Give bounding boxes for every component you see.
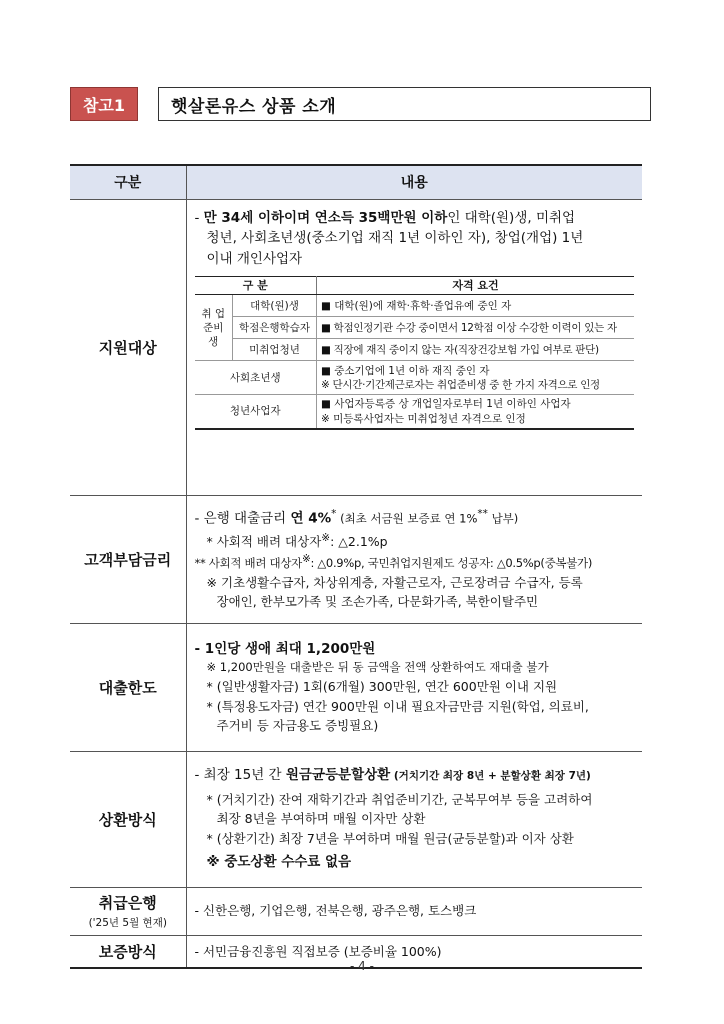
row-support-target xyxy=(70,199,642,495)
eligibility-head-requirement: 자격 요건 xyxy=(317,277,635,295)
eligibility-row xyxy=(195,395,635,429)
repay-line1: - 최장 15년 간 원금균등분할상환 (거치기간 최장 8년 + 분할상환 최장 7년) xyxy=(194,767,591,784)
limit-line2: ※ 1,200만원을 대출받은 뒤 동 금액을 전액 상환하여도 재대출 불가 xyxy=(206,660,549,675)
banks-content: - 신한은행, 기업은행, 전북은행, 광주은행, 토스뱅크 xyxy=(186,887,642,935)
limit-line5: 주거비 등 자금용도 증빙필요) xyxy=(216,718,379,734)
repayment-content xyxy=(186,751,642,887)
eligibility-row xyxy=(195,361,635,395)
eligibility-row xyxy=(195,317,635,339)
table-header-row xyxy=(70,165,642,199)
support-intro-line3: 이내 개인사업자 xyxy=(206,251,303,268)
support-intro-line1: - 만 34세 이하이며 연소득 35백만원 이하인 대학(원)생, 미취업 xyxy=(194,209,576,226)
rate-line1: - 은행 대출금리 연 4%* (최초 서금원 보증료 연 1%** 납부) xyxy=(194,508,519,527)
limit-line3: * (일반생활자금) 1회(6개월) 300만원, 연간 600만원 이내 지원 xyxy=(206,679,558,695)
repay-line5: ※ 중도상환 수수료 없음 xyxy=(206,854,352,871)
loan-limit-label: 대출한도 xyxy=(70,623,186,751)
guarantee-label: 보증방식 xyxy=(70,935,186,968)
row-loan-limit xyxy=(70,623,642,751)
eligibility-requirement-newcomer: ■ 중소기업에 1년 이하 재직 중인 자 ※ 단시간·기간제근로자는 취업준비생 중 한 가지 자격으로 인정 xyxy=(317,361,635,395)
reference-badge: 참고1 xyxy=(70,87,138,121)
eligibility-label-newcomer: 사회초년생 xyxy=(195,361,317,395)
rate-line4: ※ 기초생활수급자, 차상위계층, 자활근로자, 근로장려금 수급자, 등록 xyxy=(206,574,583,590)
guarantee-content: - 서민금융진흥원 직접보증 (보증비율 100%) xyxy=(186,935,642,968)
support-intro-line2: 청년, 사회초년생(중소기업 재직 1년 이하인 자), 창업(개업) 1년 xyxy=(206,230,584,247)
repay-line3: 최장 8년을 부여하며 매월 이자만 상환 xyxy=(216,811,426,827)
eligibility-label-business: 청년사업자 xyxy=(195,395,317,429)
eligibility-requirement-business: ■ 사업자등록증 상 개업일자로부터 1년 이하인 사업자 ※ 미등록사업자는 미취업청년 자격으로 인정 xyxy=(317,395,635,429)
loan-limit-content xyxy=(186,623,642,751)
eligibility-label: 미취업청년 xyxy=(233,339,317,361)
eligibility-requirement: ■ 직장에 재직 중이지 않는 자(직장건강보험 가입 여부로 판단) xyxy=(317,339,635,361)
support-target-content xyxy=(186,199,642,495)
eligibility-head-category: 구 분 xyxy=(195,277,317,295)
banks-sublabel: ('25년 5월 현재) xyxy=(88,917,167,929)
eligibility-row xyxy=(195,339,635,361)
eligibility-requirement: ■ 학점인정기관 수강 중이면서 12학점 이상 수강한 이력이 있는 자 xyxy=(317,317,635,339)
header-content: 내용 xyxy=(186,165,642,199)
repay-line4: * (상환기간) 최장 7년을 부여하며 매월 원금(균등분할)과 이자 상환 xyxy=(206,830,574,846)
eligibility-group-job-seeker: 취 업 준비생 xyxy=(195,295,233,361)
banks-label: 취급은행 ('25년 5월 현재) xyxy=(70,887,186,935)
customer-rate-content xyxy=(186,495,642,623)
limit-line4: * (특정용도자금) 연간 900만원 이내 필요자금만큼 지원(학업, 의료비, xyxy=(206,698,589,714)
customer-rate-label: 고객부담금리 xyxy=(70,495,186,623)
support-target-label: 지원대상 xyxy=(70,199,186,495)
page-number: - 4 - xyxy=(350,959,374,973)
eligibility-requirement: ■ 대학(원)에 재학·휴학·졸업유예 중인 자 xyxy=(317,295,635,317)
eligibility-table xyxy=(195,276,635,430)
repayment-label: 상환방식 xyxy=(70,751,186,887)
eligibility-label: 학점은행학습자 xyxy=(233,317,317,339)
rate-line2: * 사회적 배려 대상자※: △2.1%p xyxy=(206,531,388,549)
row-customer-rate xyxy=(70,495,642,623)
header-category: 구분 xyxy=(70,165,186,199)
eligibility-row xyxy=(195,295,635,317)
row-banks xyxy=(70,887,642,935)
page-title xyxy=(158,87,651,121)
row-repayment xyxy=(70,751,642,887)
page-title-text: 햇살론유스 상품 소개 xyxy=(171,96,337,117)
limit-line1: - 1인당 생애 최대 1,200만원 xyxy=(194,640,376,657)
repay-line2: * (거치기간) 잔여 재학기간과 취업준비기간, 군복무여부 등을 고려하여 xyxy=(206,791,593,807)
rate-line5: 장애인, 한부모가족 및 조손가족, 다문화가족, 북한이탈주민 xyxy=(216,594,539,610)
rate-line3: ** 사회적 배려 대상자※: △0.9%p, 국민취업지원제도 성공자: △0.5%p(중복불가) xyxy=(194,553,593,571)
product-table xyxy=(70,164,642,969)
eligibility-label: 대학(원)생 xyxy=(233,295,317,317)
